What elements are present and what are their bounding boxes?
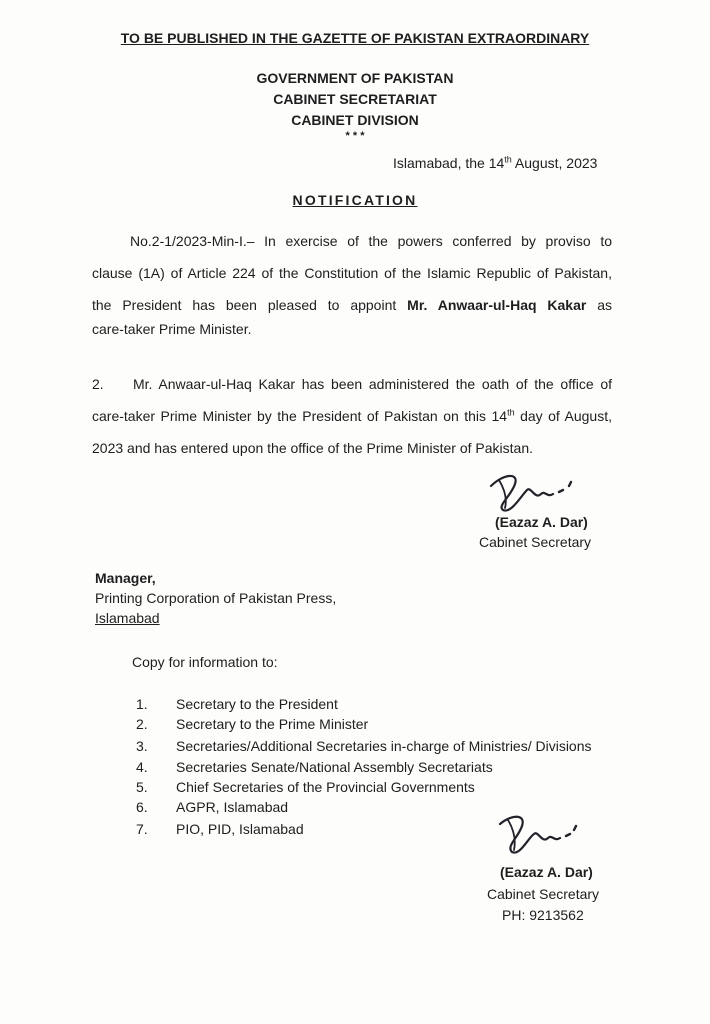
appointee-name: Mr. Anwaar-ul-Haq Kakar xyxy=(407,297,587,313)
list-text: Secretary to the Prime Minister xyxy=(176,716,369,732)
place-date xyxy=(393,155,597,171)
issuer-division: CABINET DIVISION xyxy=(291,112,419,128)
notification-title: NOTIFICATION xyxy=(292,192,418,208)
addressee-line2: Printing Corporation of Pakistan Press, xyxy=(95,590,337,606)
issuer-government: GOVERNMENT OF PAKISTAN xyxy=(256,70,454,86)
issuer-separator: * * * xyxy=(345,130,365,142)
para2-line2-post: day of August, xyxy=(514,408,613,424)
signatory-2-title: Cabinet Secretary xyxy=(487,886,600,902)
signature-1 xyxy=(485,466,580,516)
place-date-prefix: Islamabad, the 14 xyxy=(393,155,505,171)
list-text: AGPR, Islamabad xyxy=(176,799,289,815)
list-text: PIO, PID, Islamabad xyxy=(176,821,304,837)
list-number: 5. xyxy=(136,779,148,795)
list-text: Secretaries/Additional Secretaries in-charge of Ministries/ Divisions xyxy=(176,738,592,754)
copy-heading: Copy for information to: xyxy=(132,654,278,670)
para2-line2 xyxy=(92,408,612,424)
para2-line2-pre: care-taker Prime Minister by the President of Pakistan on this 14 xyxy=(92,408,508,424)
list-number: 4. xyxy=(136,759,148,775)
addressee-line3: Islamabad xyxy=(95,610,160,626)
signature-2 xyxy=(492,808,587,858)
para1-line3-post: as xyxy=(597,297,613,313)
para2-line1: Mr. Anwaar-ul-Haq Kakar has been administered the oath of the office of xyxy=(133,376,612,392)
list-text: Secretaries Senate/National Assembly Secretariats xyxy=(176,759,493,775)
para2-line3: 2023 and has entered upon the office of the Prime Minister of Pakistan. xyxy=(92,440,534,456)
place-date-suffix: August, 2023 xyxy=(511,155,598,171)
list-number: 1. xyxy=(136,696,148,712)
signatory-2-name: (Eazaz A. Dar) xyxy=(500,864,593,880)
addressee-line1: Manager, xyxy=(95,570,156,586)
list-number: 6. xyxy=(136,799,148,815)
para1-line3 xyxy=(92,297,612,313)
issuer-secretariat: CABINET SECRETARIAT xyxy=(273,91,437,107)
para1-line1: No.2-1/2023-Min-I.– In exercise of the powers conferred by proviso to xyxy=(130,233,612,249)
para1-line4: care-taker Prime Minister. xyxy=(92,321,252,337)
list-text: Secretary to the President xyxy=(176,696,338,712)
para2-line2-sup: th xyxy=(507,407,515,418)
place-date-sup: th xyxy=(504,154,512,165)
para1-line2: clause (1A) of Article 224 of the Constitution of the Islamic Republic of Pakistan, xyxy=(92,265,612,281)
list-text: Chief Secretaries of the Provincial Governments xyxy=(176,779,475,795)
signatory-2-phone: PH: 9213562 xyxy=(502,907,584,923)
para1-line3-pre: the President has been pleased to appoint xyxy=(92,297,397,313)
para2-number: 2. xyxy=(92,376,104,392)
list-number: 3. xyxy=(136,738,148,754)
list-number: 2. xyxy=(136,716,148,732)
signatory-1-title: Cabinet Secretary xyxy=(479,534,592,550)
list-number: 7. xyxy=(136,821,148,837)
gazette-heading: TO BE PUBLISHED IN THE GAZETTE OF PAKISTAN EXTRAORDINARY xyxy=(120,30,590,46)
signatory-1-name: (Eazaz A. Dar) xyxy=(495,514,588,530)
